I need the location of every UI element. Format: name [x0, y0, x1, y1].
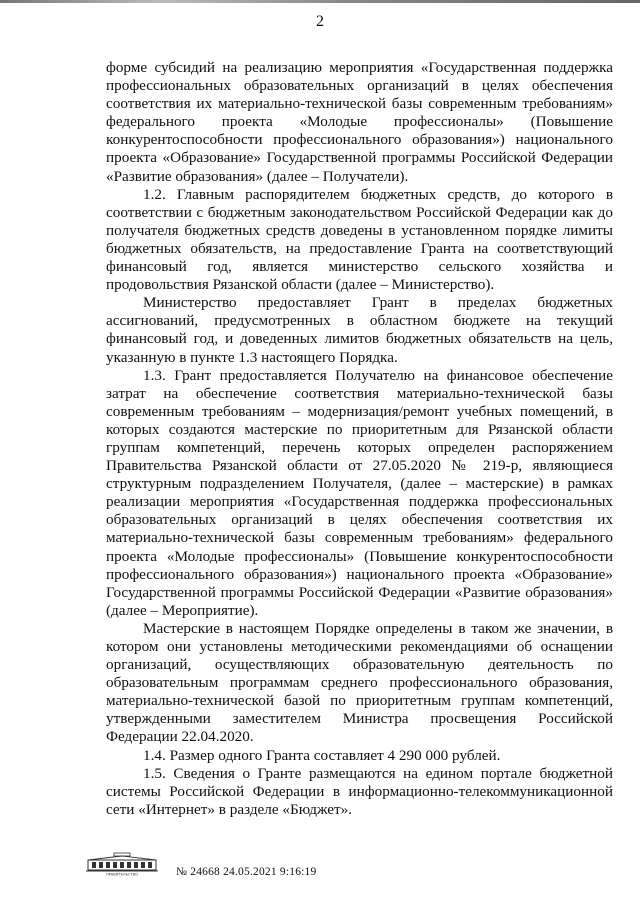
document-registration-stamp: № 24668 24.05.2021 9:16:19	[176, 866, 317, 878]
paragraph: форме субсидий на реализацию мероприятия «Государственная поддержка профессиональных образовательных организаций в целях обеспечения соответствия их материально-технической базы современным требованиям» федерального проекта «Молодые профессионалы» (Повышение конкурентоспособности профессионального образования») национального проекта «Образование» Государственной программы Российской Федерации «Развитие образования» (далее – Получатели).	[106, 59, 613, 185]
paragraph: Министерство предоставляет Грант в пределах бюджетных ассигнований, предусмотренных в областном бюджете на текущий финансовый год, и доведенных лимитов бюджетных обязательств на цель, указанную в пункте 1.3 настоящего Порядка.	[106, 294, 613, 366]
document-body	[106, 59, 613, 819]
paragraph: 1.5. Сведения о Гранте размещаются на едином портале бюджетной системы Российской Федерации в информационно-телекоммуникационной сети «Интернет» в разделе «Бюджет».	[106, 764, 613, 818]
svg-text:ПРАВИТЕЛЬСТВО: ПРАВИТЕЛЬСТВО	[105, 872, 139, 876]
scan-top-edge	[0, 0, 640, 3]
government-building-stamp-icon	[84, 852, 160, 876]
paragraph: 1.3. Грант предоставляется Получателю на финансовое обеспечение затрат на обеспечение соответствия материально-технической базы современным требованиям – модернизация/ремонт учебных помещений, в которых создаются мастерские по приоритетным для Рязанской области группам компетенций, перечень которых определен распоряжением Правительства Рязанской области от 27.05.2020 № 219-р, являющиеся структурным подразделением Получателя, (далее – мастерские) в рамках реализации мероприятия «Государственная поддержка профессиональных образовательных организаций в целях обеспечения соответствия их материально-технической базы современным требованиям» федерального проекта «Молодые профессионалы» (Повышение конкурентоспособности профессионального образования») национального проекта «Образование» Государственной программы Российской Федерации «Развитие образования» (далее – Мероприятие).	[106, 366, 613, 619]
page-number: 2	[316, 13, 324, 30]
paragraph: 1.2. Главным распорядителем бюджетных средств, до которого в соответствии с бюджетным законодательством Российской Федерации как до получателя бюджетных средств доведены в установленном порядке лимиты бюджетных обязательств, на предоставление Гранта на соответствующий финансовый год, является министерство сельского хозяйства и продовольствия Рязанской области (далее – Министерство).	[106, 185, 613, 294]
paragraph: Мастерские в настоящем Порядке определены в таком же значении, в котором они установлены методическими рекомендациями об оснащении организаций, осуществляющих образовательную деятельность по образовательным программам среднего профессионального образования, материально-технической базой по приоритетным группам компетенций, утвержденными заместителем Министра просвещения Российской Федерации 22.04.2020.	[106, 619, 613, 746]
paragraph: 1.4. Размер одного Гранта составляет 4 290 000 рублей.	[143, 746, 501, 764]
